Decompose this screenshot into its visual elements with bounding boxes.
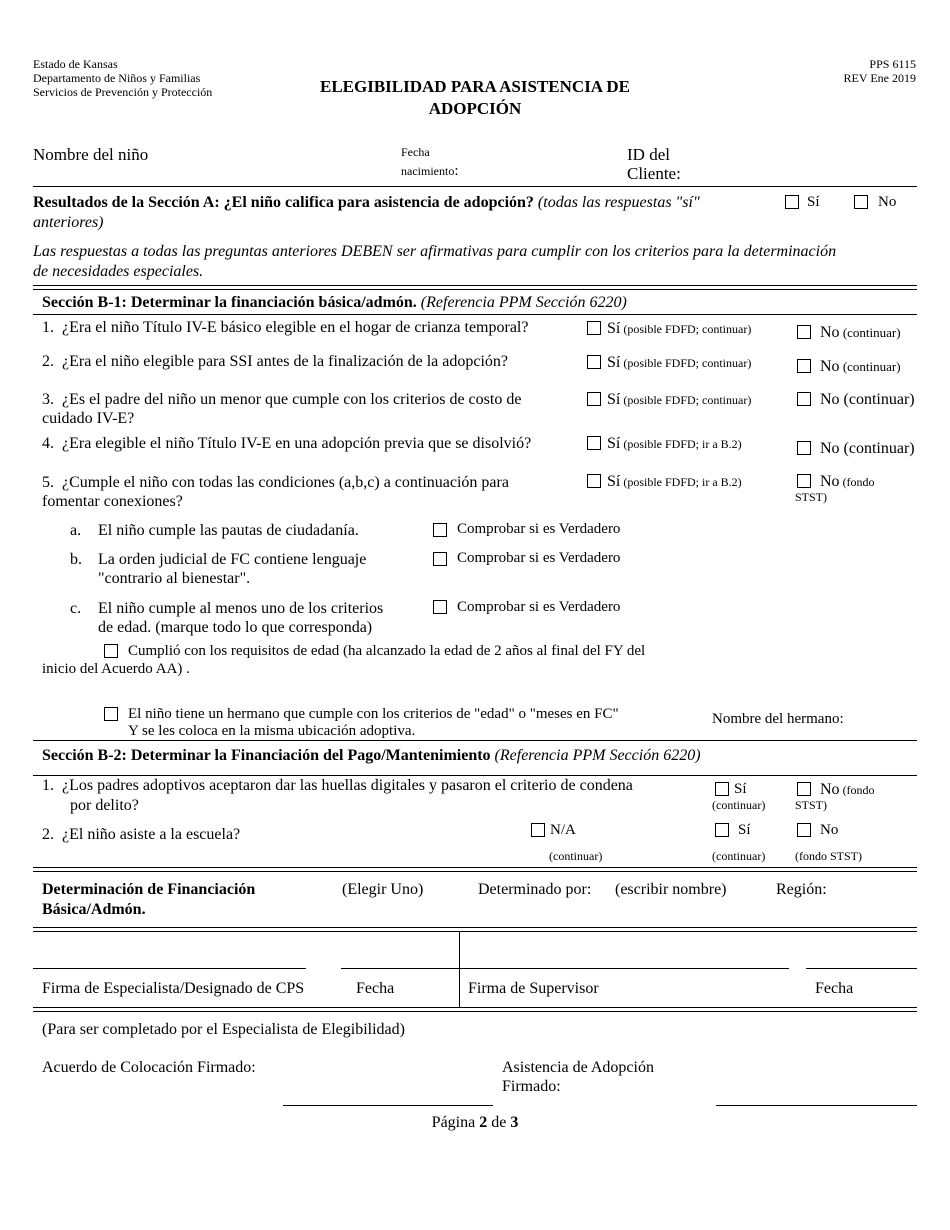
b2-q2-na-checkbox[interactable] xyxy=(531,823,545,837)
condition-b-checkbox[interactable] xyxy=(433,552,447,566)
condition-b-text-line-1: La orden judicial de FC contiene lenguaje xyxy=(98,551,367,568)
section-a-note-line-2: de necesidades especiales. xyxy=(33,263,204,280)
b1-q3-no-checkbox[interactable] xyxy=(797,392,811,406)
section-a-no-checkbox[interactable] xyxy=(854,195,868,209)
divider xyxy=(33,186,917,187)
dob-label-line-1: Fecha xyxy=(401,145,430,159)
section-a-results: Resultados de la Sección A: ¿El niño califica para asistencia de adopción? (todas las respuestas "sí" xyxy=(33,194,700,211)
b2-q2-yes-checkbox[interactable] xyxy=(715,823,729,837)
choose-one-label: (Elegir Uno) xyxy=(342,881,424,898)
specialist-signature-label: Firma de Especialista/Designado de CPS xyxy=(42,980,305,997)
write-name-label: (escribir nombre) xyxy=(615,881,727,898)
b1-question-1: 1. ¿Era el niño Título IV-E básico elegible en el hogar de crianza temporal? xyxy=(42,319,529,336)
b1-q3-no-label: No (continuar) xyxy=(820,391,915,408)
age-requirement-line-1: Cumplió con los requisitos de edad (ha alcanzado la edad de 2 años al final del FY del xyxy=(128,643,646,659)
eligibility-note: (Para ser completado por el Especialista de Elegibilidad) xyxy=(42,1021,405,1038)
b1-q4-no-checkbox[interactable] xyxy=(797,441,811,455)
b1-q4-no-label: No (continuar) xyxy=(820,440,915,457)
b1-q2-no-label: No (continuar) xyxy=(820,358,901,375)
b1-q4-yes-label: Sí (posible FDFD; ir a B.2) xyxy=(607,435,742,452)
b2-q1-no-note: STST) xyxy=(795,798,828,812)
b2-q2-no-note: (fondo STST) xyxy=(795,849,862,863)
age-requirement-line-2: inicio del Acuerdo AA) . xyxy=(42,661,190,677)
b2-q2-yes-note: (continuar) xyxy=(712,849,766,863)
section-a-note-line-1: Las respuestas a todas las preguntas anteriores DEBEN ser afirmativas para cumplir con los criterios para la determinación xyxy=(33,243,837,260)
b2-question-2: 2. ¿El niño asiste a la escuela? xyxy=(42,826,241,843)
b1-q3-yes-label: Sí (posible FDFD; continuar) xyxy=(607,391,752,408)
signature-divider xyxy=(459,931,460,1008)
condition-c-letter: c. xyxy=(70,600,82,617)
b2-q1-no-label: No (fondo xyxy=(820,781,875,798)
determination-label-line-2: Básica/Admón. xyxy=(42,901,146,918)
b2-q2-no-label: No xyxy=(820,822,839,838)
b1-q5-no-label: No (fondo xyxy=(820,473,875,490)
b2-q1-yes-label: Sí xyxy=(734,781,747,797)
client-id-label-line-1: ID del xyxy=(627,145,670,164)
region-label: Región: xyxy=(776,881,827,898)
determination-label-line-1: Determinación de Financiación xyxy=(42,881,256,898)
b1-q1-no-label: No (continuar) xyxy=(820,324,901,341)
supervisor-date-line[interactable] xyxy=(806,968,917,969)
b1-q1-no-checkbox[interactable] xyxy=(797,325,811,339)
b1-q3-yes-checkbox[interactable] xyxy=(587,392,601,406)
adoption-assistance-line[interactable] xyxy=(716,1105,917,1106)
condition-c-text-line-2: de edad. (marque todo lo que corresponda) xyxy=(98,619,373,636)
condition-a-text: El niño cumple las pautas de ciudadanía. xyxy=(98,522,359,539)
b1-q2-yes-checkbox[interactable] xyxy=(587,355,601,369)
b2-q2-no-checkbox[interactable] xyxy=(797,823,811,837)
specialist-signature-line[interactable] xyxy=(33,968,306,969)
b2-question-1-line-2: por delito? xyxy=(70,797,139,814)
b2-q1-yes-checkbox[interactable] xyxy=(715,782,729,796)
client-id-label-line-2: Cliente: xyxy=(627,164,681,183)
condition-a-check-label: Comprobar si es Verdadero xyxy=(457,521,621,537)
form-revision: REV Ene 2019 xyxy=(843,71,916,85)
b1-question-4: 4. ¿Era elegible el niño Título IV-E en una adopción previa que se disolvió? xyxy=(42,435,532,452)
supervisor-signature-line[interactable] xyxy=(459,968,789,969)
supervisor-signature-label: Firma de Supervisor xyxy=(468,980,599,997)
b2-q2-na-note: (continuar) xyxy=(549,849,603,863)
b2-q2-yes-label: Sí xyxy=(738,822,751,838)
condition-c-check-label: Comprobar si es Verdadero xyxy=(457,599,621,615)
condition-b-letter: b. xyxy=(70,551,82,568)
divider-double xyxy=(33,927,917,932)
dob-label-line-2: nacimiento: xyxy=(401,163,459,179)
sibling-criteria-checkbox[interactable] xyxy=(104,707,118,721)
b1-q1-yes-checkbox[interactable] xyxy=(587,321,601,335)
determined-by-label: Determinado por: xyxy=(478,881,592,898)
age-requirement-checkbox[interactable] xyxy=(104,644,118,658)
b1-q1-yes-label: Sí (posible FDFD; continuar) xyxy=(607,320,752,337)
placement-agreement-line[interactable] xyxy=(283,1105,493,1106)
condition-a-checkbox[interactable] xyxy=(433,523,447,537)
sibling-criteria-line-1: El niño tiene un hermano que cumple con los criterios de "edad" o "meses en FC" xyxy=(128,706,619,722)
condition-c-text-line-1: El niño cumple al menos uno de los criterios xyxy=(98,600,384,617)
placement-agreement-label: Acuerdo de Colocación Firmado: xyxy=(42,1059,256,1076)
condition-b-text-line-2: "contrario al bienestar". xyxy=(98,570,251,587)
section-a-yes-label: Sí xyxy=(807,194,820,210)
page-number: Página 2 de 3 xyxy=(431,1114,519,1131)
adoption-assistance-label-line-2: Firmado: xyxy=(502,1078,561,1095)
b1-question-5-line-2: fomentar conexiones? xyxy=(42,493,183,510)
b2-q2-na-label: N/A xyxy=(550,822,576,838)
divider xyxy=(33,775,917,776)
b1-question-3-line-1: 3. ¿Es el padre del niño un menor que cumple con los criterios de costo de xyxy=(42,391,522,408)
b1-q5-yes-checkbox[interactable] xyxy=(587,474,601,488)
section-a-no-label: No xyxy=(878,194,897,210)
condition-c-checkbox[interactable] xyxy=(433,600,447,614)
section-a-yes-checkbox[interactable] xyxy=(785,195,799,209)
b1-q2-yes-label: Sí (posible FDFD; continuar) xyxy=(607,354,752,371)
specialist-date-label: Fecha xyxy=(356,980,395,997)
b2-q1-yes-note: (continuar) xyxy=(712,798,766,812)
divider xyxy=(33,740,917,741)
b1-question-5-line-1: 5. ¿Cumple el niño con todas las condiciones (a,b,c) a continuación para xyxy=(42,474,509,491)
specialist-date-line[interactable] xyxy=(341,968,459,969)
agency-line-2: Departamento de Niños y Familias xyxy=(33,71,201,85)
condition-a-letter: a. xyxy=(70,522,82,539)
supervisor-date-label: Fecha xyxy=(815,980,854,997)
divider-double xyxy=(33,285,917,290)
b1-question-3-line-2: cuidado IV-E? xyxy=(42,410,135,427)
child-name-label: Nombre del niño xyxy=(33,145,149,164)
sibling-name-label: Nombre del hermano: xyxy=(712,711,844,727)
b1-q5-no-checkbox[interactable] xyxy=(797,474,811,488)
b1-q5-yes-label: Sí (posible FDFD; ir a B.2) xyxy=(607,473,742,490)
sibling-criteria-line-2: Y se les coloca en la misma ubicación adoptiva. xyxy=(128,723,416,739)
form-title-line-1: ELEGIBILIDAD PARA ASISTENCIA DE xyxy=(319,77,631,96)
agency-line-1: Estado de Kansas xyxy=(33,57,118,71)
divider xyxy=(33,314,917,315)
b1-q5-no-note: STST) xyxy=(795,490,828,504)
adoption-assistance-label-line-1: Asistencia de Adopción xyxy=(502,1059,654,1076)
form-title-line-2: ADOPCIÓN xyxy=(428,99,522,118)
agency-line-3: Servicios de Prevención y Protección xyxy=(33,85,213,99)
condition-b-check-label: Comprobar si es Verdadero xyxy=(457,550,621,566)
section-a-results-cont: anteriores) xyxy=(33,214,104,231)
b2-question-1-line-1: 1. ¿Los padres adoptivos aceptaron dar las huellas digitales y pasaron el criterio de condena xyxy=(42,777,633,794)
b1-question-2: 2. ¿Era el niño elegible para SSI antes de la finalización de la adopción? xyxy=(42,353,509,370)
divider-double xyxy=(33,867,917,872)
b1-q4-yes-checkbox[interactable] xyxy=(587,436,601,450)
section-b1-title: Sección B-1: Determinar la financiación básica/admón. (Referencia PPM Sección 6220) xyxy=(42,294,627,311)
b1-q2-no-checkbox[interactable] xyxy=(797,359,811,373)
b2-q1-no-checkbox[interactable] xyxy=(797,782,811,796)
form-number: PPS 6115 xyxy=(869,57,916,71)
divider-double xyxy=(33,1007,917,1012)
section-b2-title: Sección B-2: Determinar la Financiación del Pago/Mantenimiento (Referencia PPM Sección 6220) xyxy=(42,747,701,764)
